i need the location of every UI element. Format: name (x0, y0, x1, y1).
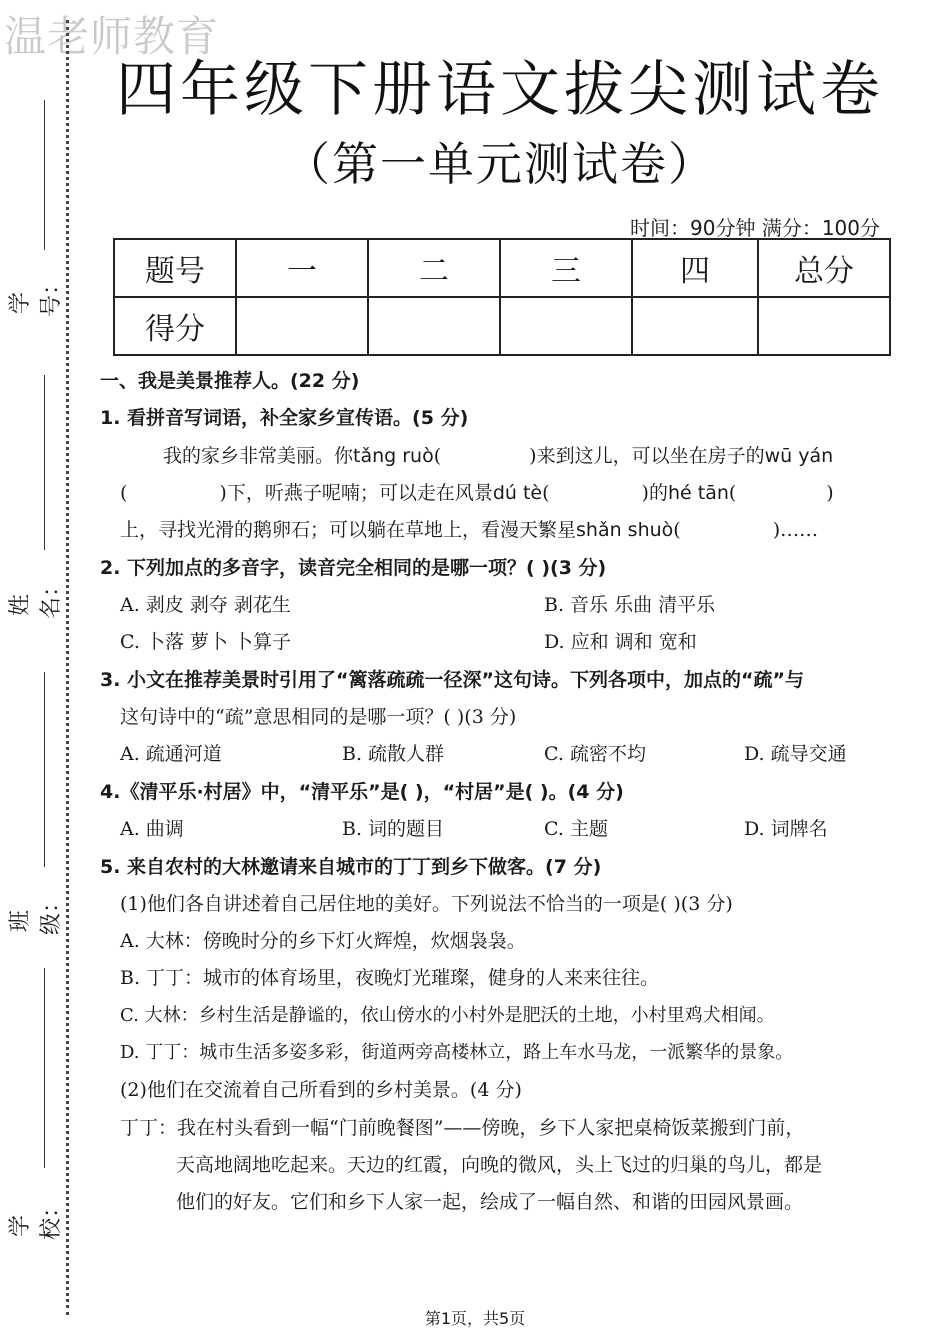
q4-option-a: A. 曲调 (120, 818, 184, 840)
q1-text: )…… (772, 519, 819, 541)
q2-option-d: D. 应和 调和 宽和 (544, 631, 697, 653)
score-table-score-row (114, 297, 890, 355)
answer-blank: ( (433, 445, 442, 467)
watermark: 温老师教育 (4, 12, 220, 61)
q5-part1: (1)他们各自讲述着自己居住地的美好。下列说法不恰当的一项是( )(3 分) (120, 893, 733, 915)
score-cell (236, 297, 368, 355)
q5-option-d: D. 丁丁：城市生活多姿多彩，街道两旁高楼林立，路上车水马龙，一派繁华的景象。 (120, 1042, 794, 1063)
page-title: 四年级下册语文拔尖测试卷 (116, 55, 884, 125)
answer-blank: ( (728, 482, 737, 504)
answer-blank: ( (673, 519, 681, 541)
answer-blank: ( (120, 482, 128, 504)
score-header-cell: 三 (500, 239, 632, 297)
score-cell (368, 297, 500, 355)
q1-text: )来到这儿，可以坐在房子的 (529, 445, 765, 467)
q1-text: 我的家乡非常美丽。你 (163, 445, 354, 467)
q1-line3 (120, 518, 818, 542)
q1-line2 (120, 481, 834, 505)
q5-option-b: B. 丁丁：城市的体育场里，夜晚灯光璀璨，健身的人来来往往。 (120, 967, 660, 989)
q3-option-c: C. 疏密不均 (544, 743, 646, 765)
q2-option-c: C. 卜落 萝卜 卜算子 (120, 631, 292, 653)
q3-stem-line2: 这句诗中的“疏”意思相同的是哪一项？( )(3 分) (120, 706, 517, 728)
pinyin: wū yán (764, 445, 834, 467)
q5-option-c: C. 大林：乡村生活是静谧的，依山傍水的小村外是肥沃的土地，小村里鸡犬相闻。 (120, 1005, 775, 1026)
q5-text-line1: 丁丁：我在村头看到一幅“门前晚餐图”——傍晚，乡下人家把桌椅饭菜搬到门前， (120, 1117, 805, 1139)
q1-text: 上，寻找光滑的鹅卵石；可以躺在草地上，看漫天繁星 (120, 519, 577, 541)
score-header-cell: 总分 (758, 239, 890, 297)
q3-option-d: D. 疏导交通 (744, 743, 847, 765)
q1-text: )的 (641, 482, 668, 504)
class-label: 班级： (8, 890, 64, 935)
student-no-label: 学号： (8, 272, 64, 317)
score-header-cell: 二 (368, 239, 500, 297)
page-footer: 第1页，共5页 (424, 1309, 526, 1328)
score-header-cell: 一 (236, 239, 368, 297)
pinyin: tǎng ruò (353, 445, 434, 467)
answer-blank: ( (542, 482, 550, 504)
score-header-cell: 题号 (114, 239, 236, 297)
q1-line1 (163, 444, 833, 468)
q5-text-line3: 他们的好友。它们和乡下人家一起，绘成了一幅自然、和谐的田园风景画。 (176, 1191, 804, 1213)
score-row-label: 得分 (114, 297, 236, 355)
section1-heading: 一、我是美景推荐人。(22 分) (100, 370, 360, 392)
q2-stem: 2. 下列加点的多音字，读音完全相同的是哪一项？( )(3 分) (100, 557, 607, 579)
q5-stem: 5. 来自农村的大林邀请来自城市的丁丁到乡下做客。(7 分) (100, 856, 602, 878)
score-cell (632, 297, 758, 355)
school-label: 学校： (8, 1195, 64, 1240)
page-subtitle: （第一单元测试卷） (284, 137, 716, 191)
score-header-cell: 四 (632, 239, 758, 297)
q4-stem: 4.《清平乐·村居》中，“清平乐”是( )，“村居”是( )。(4 分) (100, 781, 624, 803)
score-table-header-row (114, 239, 890, 297)
class-line (44, 672, 45, 867)
q5-part2: (2)他们在交流着自己所看到的乡村美景。(4 分) (120, 1079, 522, 1101)
q4-option-c: C. 主题 (544, 818, 608, 840)
q3-option-a: A. 疏通河道 (120, 743, 222, 765)
q4-option-b: B. 词的题目 (342, 818, 445, 840)
q3-option-b: B. 疏散人群 (342, 743, 445, 765)
q2-option-a: A. 剥皮 剥夺 剥花生 (120, 594, 291, 616)
score-cell (758, 297, 890, 355)
name-label: 姓名： (8, 574, 64, 619)
q3-stem-line1: 3. 小文在推荐美景时引用了“篱落疏疏一径深”这句诗。下列各项中，加点的“疏”与 (100, 669, 805, 691)
q2-option-b: B. 音乐 乐曲 清平乐 (544, 594, 716, 616)
q1-stem: 1. 看拼音写词语，补全家乡宣传语。(5 分) (100, 407, 469, 429)
q1-text: )下，听燕子呢喃；可以走在风景 (219, 482, 493, 504)
pinyin: hé tān (667, 482, 729, 504)
time-info: 时间：90分钟 满分：100分 (630, 216, 880, 240)
answer-blank: ) (826, 482, 834, 504)
score-cell (500, 297, 632, 355)
score-table (113, 238, 891, 356)
q4-option-d: D. 词牌名 (744, 818, 828, 840)
name-line (44, 375, 45, 550)
q5-option-a: A. 大林：傍晚时分的乡下灯火辉煌，炊烟袅袅。 (120, 930, 526, 952)
pinyin: dú tè (492, 482, 543, 504)
binding-dotted-line (66, 20, 69, 1315)
pinyin: shǎn shuò (576, 519, 674, 541)
school-line (44, 968, 45, 1168)
q5-text-line2: 天高地阔地吃起来。天边的红霞，向晚的微风，头上飞过的归巢的鸟儿，都是 (176, 1154, 823, 1176)
